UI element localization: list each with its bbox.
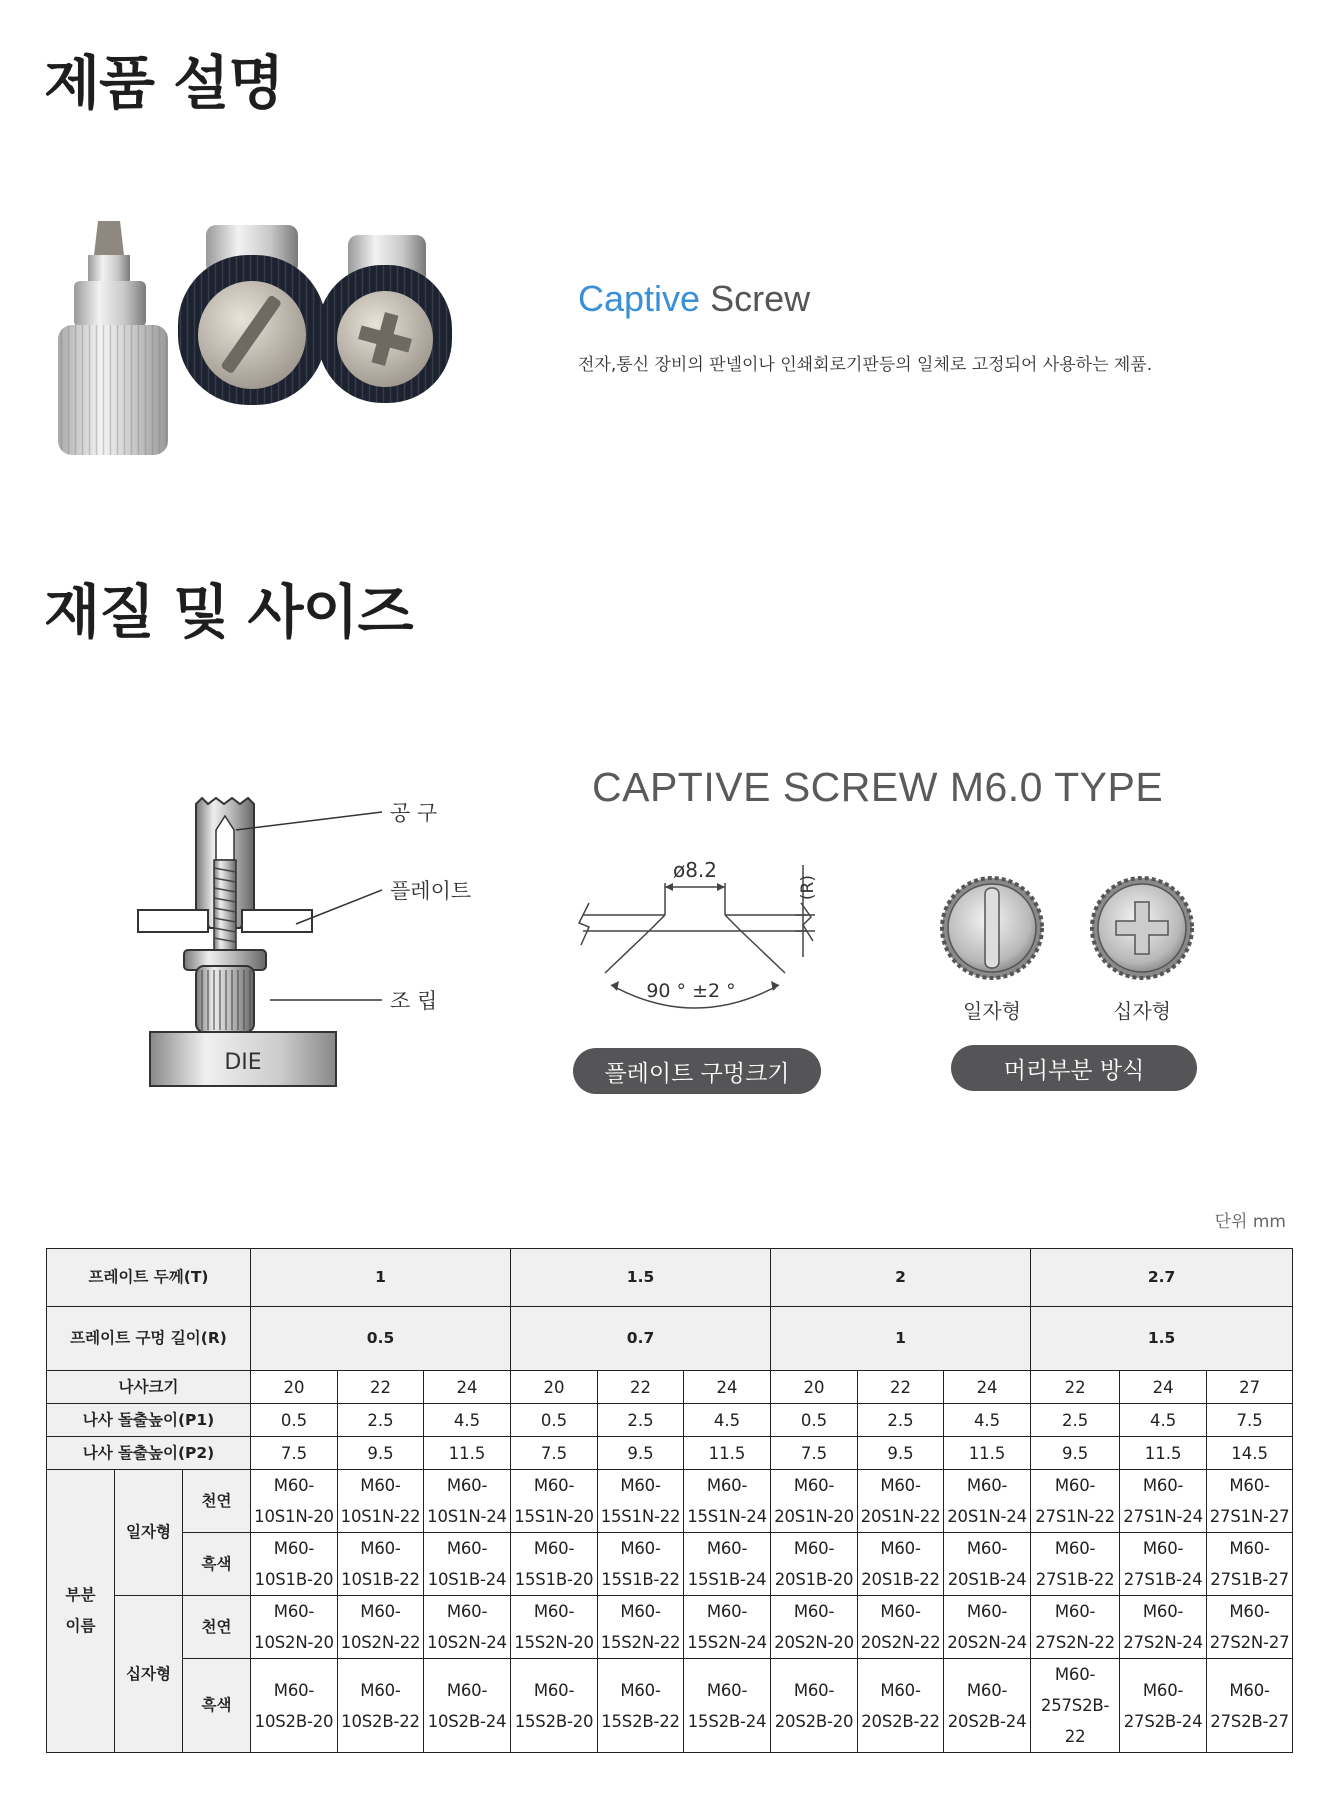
phillips-label: 십자형 — [1113, 999, 1171, 1023]
unit-label: 단위 mm — [1214, 1212, 1286, 1232]
part-code-line: 10S2N-24 — [427, 1633, 507, 1652]
screw-size-cell: 20 — [511, 1371, 598, 1404]
part-code-line: M60- — [533, 1476, 575, 1495]
part-code-line: 22 — [1064, 1727, 1086, 1746]
table-row — [47, 1371, 1293, 1404]
part-code-line: M60- — [273, 1680, 315, 1700]
part-code-cell — [598, 1470, 684, 1533]
part-code-cell — [251, 1596, 338, 1659]
part-code-line: M60- — [706, 1602, 748, 1621]
p1-cell: 0.5 — [511, 1404, 598, 1437]
part-name-line: 이름 — [65, 1617, 96, 1635]
plate-hole-cell: 0.7 — [511, 1307, 771, 1371]
part-code-line: 20S1N-22 — [860, 1507, 941, 1526]
part-code-cell — [1031, 1596, 1120, 1659]
part-code-line: M60- — [1229, 1539, 1270, 1558]
product-name — [578, 278, 810, 320]
label-plate: 플레이트 — [390, 879, 472, 903]
part-code-line: 10S2B-24 — [427, 1711, 507, 1731]
slotted-label: 일자형 — [963, 999, 1021, 1023]
part-code-cell — [684, 1596, 771, 1659]
p2-cell: 11.5 — [944, 1437, 1031, 1470]
part-code-cell — [598, 1596, 684, 1659]
part-code-cell — [858, 1533, 944, 1596]
part-code-cell — [251, 1533, 338, 1596]
part-code-cell — [771, 1659, 858, 1753]
part-code-line: 27S2B-24 — [1123, 1711, 1203, 1731]
p1-cell: 2.5 — [598, 1404, 684, 1437]
part-code-line: 10S1B-24 — [427, 1570, 507, 1589]
p2-cell: 9.5 — [598, 1437, 684, 1470]
part-code-line: M60- — [620, 1476, 661, 1495]
part-code-cell — [511, 1596, 598, 1659]
product-description: 전자,통신 장비의 판넬이나 인쇄회로기판등의 일체로 고정되어 사용하는 제품. — [578, 355, 1153, 375]
phillips-head-icon — [1092, 878, 1192, 978]
part-code-line: M60- — [706, 1680, 748, 1700]
part-code-line: M60- — [793, 1476, 835, 1495]
part-code-cell — [1207, 1659, 1293, 1753]
p1-cell: 2.5 — [1031, 1404, 1120, 1437]
part-code-line: M60- — [360, 1680, 401, 1700]
part-code-line: 15S2N-20 — [514, 1633, 594, 1652]
part-code-cell — [1120, 1596, 1207, 1659]
type-title: CAPTIVE SCREW M6.0 TYPE — [592, 764, 1164, 810]
part-code-cell — [944, 1533, 1031, 1596]
black-header: 흑색 — [183, 1533, 251, 1596]
row-header-screw-size: 나사크기 — [47, 1371, 251, 1404]
part-code-line: 20S1B-20 — [774, 1570, 854, 1589]
part-code-line: 27S2N-27 — [1209, 1633, 1290, 1652]
part-code-cell — [771, 1470, 858, 1533]
p1-cell: 0.5 — [771, 1404, 858, 1437]
part-code-line: 20S2B-22 — [861, 1711, 940, 1731]
part-code-line: M60- — [446, 1476, 488, 1495]
part-code-cell — [598, 1659, 684, 1753]
table-row — [47, 1596, 1293, 1659]
part-code-line: 15S1B-20 — [514, 1570, 594, 1589]
part-code-cell — [858, 1659, 944, 1753]
part-code-line: M60- — [880, 1680, 921, 1700]
part-code-cell — [424, 1659, 511, 1753]
part-code-line: 20S1N-24 — [947, 1507, 1027, 1526]
part-code-line: 20S2N-22 — [860, 1633, 941, 1652]
part-code-line: 27S1B-27 — [1210, 1570, 1289, 1589]
product-name-part1: Captive — [578, 278, 701, 319]
p2-cell: 9.5 — [338, 1437, 424, 1470]
part-code-line: M60- — [446, 1539, 488, 1558]
part-code-line: 20S2B-20 — [774, 1711, 854, 1731]
part-code-line: 10S2B-20 — [254, 1711, 334, 1731]
part-code-line: M60- — [1142, 1602, 1184, 1621]
part-code-cell — [511, 1533, 598, 1596]
part-code-line: M60- — [1229, 1476, 1270, 1495]
p1-cell: 4.5 — [684, 1404, 771, 1437]
plate-hole-cell: 1.5 — [1031, 1307, 1293, 1371]
screw-size-cell: 24 — [684, 1371, 771, 1404]
part-code-line: 15S1B-24 — [687, 1570, 767, 1589]
part-code-line: M60- — [533, 1680, 575, 1700]
part-code-line: 20S1N-20 — [774, 1507, 854, 1526]
part-code-line: M60- — [620, 1680, 661, 1700]
part-code-cell — [944, 1659, 1031, 1753]
table-row — [47, 1470, 1293, 1533]
part-code-line: 10S1N-22 — [340, 1507, 421, 1526]
hole-r-label: (R) — [798, 875, 818, 901]
part-code-line: M60- — [793, 1602, 835, 1621]
part-code-cell — [858, 1470, 944, 1533]
part-code-line: 27S1N-24 — [1123, 1507, 1203, 1526]
part-code-line: M60- — [1054, 1476, 1096, 1495]
table-row — [47, 1404, 1293, 1437]
label-tool: 공 구 — [390, 801, 438, 825]
pill-plate-hole-size: 플레이트 구멍크기 — [573, 1048, 821, 1094]
screw-size-cell: 22 — [598, 1371, 684, 1404]
part-code-cell — [1031, 1470, 1120, 1533]
p2-cell: 14.5 — [1207, 1437, 1293, 1470]
p1-cell: 4.5 — [944, 1404, 1031, 1437]
p1-cell: 2.5 — [858, 1404, 944, 1437]
part-code-line: M60- — [1229, 1602, 1270, 1621]
part-code-line: M60- — [273, 1476, 315, 1495]
part-code-line: M60- — [533, 1602, 575, 1621]
hole-diameter: ø8.2 — [672, 858, 718, 882]
part-code-line: 15S2N-22 — [600, 1633, 681, 1652]
row-header-plate-thickness: 프레이트 두께(T) — [47, 1249, 251, 1307]
p1-cell: 7.5 — [1207, 1404, 1293, 1437]
product-name-part2: Screw — [710, 278, 811, 319]
part-code-cell — [684, 1659, 771, 1753]
table-row — [47, 1437, 1293, 1470]
part-code-line: M60- — [880, 1539, 921, 1558]
p1-cell: 4.5 — [1120, 1404, 1207, 1437]
natural-header: 천연 — [183, 1596, 251, 1659]
plate-thickness-cell: 1 — [251, 1249, 511, 1307]
part-code-line: 10S1N-24 — [427, 1507, 507, 1526]
part-code-line: 10S1B-20 — [254, 1570, 334, 1589]
part-code-cell — [338, 1470, 424, 1533]
part-code-cell — [424, 1470, 511, 1533]
part-code-line: M60- — [273, 1602, 315, 1621]
screw-size-cell: 27 — [1207, 1371, 1293, 1404]
part-code-line: 10S2B-22 — [341, 1711, 420, 1731]
row-header-p1: 나사 돌출높이(P1) — [47, 1404, 251, 1437]
part-code-line: M60- — [966, 1602, 1008, 1621]
spec-table — [46, 1248, 1293, 1753]
part-code-cell — [1031, 1659, 1120, 1753]
part-code-line: 10S2N-20 — [254, 1633, 334, 1652]
screw-size-cell: 24 — [424, 1371, 511, 1404]
row-header-p2: 나사 돌출높이(P2) — [47, 1437, 251, 1470]
part-code-line: 20S1B-22 — [861, 1570, 940, 1589]
head-type-diagram — [940, 870, 1210, 1030]
part-code-line: 10S1B-22 — [341, 1570, 420, 1589]
part-code-cell — [511, 1470, 598, 1533]
part-code-line: M60- — [446, 1602, 488, 1621]
part-code-line: 27S2B-27 — [1210, 1711, 1289, 1731]
part-code-cell — [944, 1470, 1031, 1533]
part-code-line: 27S1B-22 — [1035, 1570, 1115, 1589]
part-code-line: M60- — [1054, 1602, 1096, 1621]
part-code-line: 15S1B-22 — [601, 1570, 680, 1589]
p2-cell: 11.5 — [424, 1437, 511, 1470]
p2-cell: 9.5 — [858, 1437, 944, 1470]
part-code-line: 10S2N-22 — [340, 1633, 421, 1652]
p2-cell: 9.5 — [1031, 1437, 1120, 1470]
p2-cell: 7.5 — [771, 1437, 858, 1470]
p1-cell: 2.5 — [338, 1404, 424, 1437]
part-code-line: M60- — [620, 1602, 661, 1621]
part-code-line: M60- — [620, 1539, 661, 1558]
part-code-line: 15S2B-24 — [687, 1711, 767, 1731]
part-code-line: 27S1B-24 — [1123, 1570, 1203, 1589]
part-code-line: M60- — [1142, 1680, 1184, 1700]
part-code-cell — [251, 1470, 338, 1533]
p2-cell: 7.5 — [511, 1437, 598, 1470]
part-code-line: 27S1N-22 — [1035, 1507, 1115, 1526]
plate-thickness-cell: 1.5 — [511, 1249, 771, 1307]
part-code-cell — [1120, 1533, 1207, 1596]
part-code-line: 15S1N-24 — [687, 1507, 767, 1526]
part-code-line: 257S2B- — [1040, 1696, 1110, 1715]
label-assembly: 조 립 — [390, 989, 438, 1013]
part-code-line: M60- — [360, 1539, 401, 1558]
part-code-cell — [771, 1533, 858, 1596]
part-code-cell — [338, 1659, 424, 1753]
part-code-cell — [598, 1533, 684, 1596]
part-code-cell — [251, 1659, 338, 1753]
part-code-line: 15S1N-22 — [600, 1507, 681, 1526]
part-code-line: 15S2B-20 — [514, 1711, 594, 1731]
part-code-line: M60- — [533, 1539, 575, 1558]
part-code-line: M60- — [360, 1476, 401, 1495]
part-code-cell — [684, 1470, 771, 1533]
part-code-line: 20S1B-24 — [947, 1570, 1027, 1589]
plate-thickness-cell: 2 — [771, 1249, 1031, 1307]
section-title-product: 제품 설명 — [44, 49, 284, 117]
p2-cell: 11.5 — [684, 1437, 771, 1470]
part-code-line: M60- — [273, 1539, 315, 1558]
part-code-cell — [424, 1596, 511, 1659]
part-code-line: M60- — [966, 1680, 1008, 1700]
part-code-line: 15S2N-24 — [687, 1633, 767, 1652]
row-header-plate-hole: 프레이트 구멍 길이(R) — [47, 1307, 251, 1371]
part-code-cell — [684, 1533, 771, 1596]
part-code-line: M60- — [1054, 1665, 1096, 1684]
part-code-line: 20S2N-20 — [774, 1633, 854, 1652]
plate-hole-cell: 1 — [771, 1307, 1031, 1371]
part-code-line: 20S2B-24 — [947, 1711, 1027, 1731]
screw-size-cell: 22 — [338, 1371, 424, 1404]
part-code-line: 10S1N-20 — [254, 1507, 334, 1526]
part-name-header — [47, 1470, 115, 1753]
screw-size-cell: 22 — [1031, 1371, 1120, 1404]
screw-size-cell: 20 — [251, 1371, 338, 1404]
part-code-line: M60- — [1229, 1680, 1270, 1700]
part-code-cell — [944, 1596, 1031, 1659]
part-code-line: M60- — [880, 1602, 921, 1621]
part-code-line: 20S2N-24 — [947, 1633, 1027, 1652]
part-code-cell — [1120, 1659, 1207, 1753]
part-code-cell — [338, 1596, 424, 1659]
slotted-header: 일자형 — [115, 1470, 183, 1596]
part-code-cell — [511, 1659, 598, 1753]
natural-header: 천연 — [183, 1470, 251, 1533]
p2-cell: 11.5 — [1120, 1437, 1207, 1470]
table-row — [47, 1249, 1293, 1307]
p1-cell: 4.5 — [424, 1404, 511, 1437]
part-code-cell — [1207, 1470, 1293, 1533]
hole-angle: 90 ° ±2 ° — [646, 980, 736, 1002]
screw-size-cell: 22 — [858, 1371, 944, 1404]
screw-size-cell: 20 — [771, 1371, 858, 1404]
part-code-line: M60- — [706, 1539, 748, 1558]
slotted-head-icon — [942, 878, 1042, 978]
pill-head-type: 머리부분 방식 — [951, 1045, 1197, 1091]
plate-hole-cell: 0.5 — [251, 1307, 511, 1371]
part-code-cell — [1031, 1533, 1120, 1596]
part-code-line: 15S2B-22 — [601, 1711, 680, 1731]
part-name-line: 부분 — [65, 1586, 96, 1604]
part-code-cell — [858, 1596, 944, 1659]
part-code-cell — [424, 1533, 511, 1596]
plate-hole-diagram — [575, 845, 835, 1015]
p2-cell: 7.5 — [251, 1437, 338, 1470]
part-code-line: 15S1N-20 — [514, 1507, 594, 1526]
section-title-material: 재질 및 사이즈 — [44, 578, 413, 646]
part-code-line: M60- — [793, 1680, 835, 1700]
black-header: 흑색 — [183, 1659, 251, 1753]
part-code-cell — [1207, 1533, 1293, 1596]
part-code-line: M60- — [1142, 1539, 1184, 1558]
table-row — [47, 1307, 1293, 1371]
table-row — [47, 1533, 1293, 1596]
part-code-cell — [338, 1533, 424, 1596]
phillips-header: 십자형 — [115, 1596, 183, 1753]
plate-thickness-cell: 2.7 — [1031, 1249, 1293, 1307]
part-code-line: M60- — [706, 1476, 748, 1495]
part-code-line: M60- — [880, 1476, 921, 1495]
part-code-line: M60- — [1142, 1476, 1184, 1495]
part-code-cell — [1120, 1470, 1207, 1533]
part-code-line: M60- — [966, 1476, 1008, 1495]
part-code-line: M60- — [1054, 1539, 1096, 1558]
screw-size-cell: 24 — [944, 1371, 1031, 1404]
part-code-line: M60- — [966, 1539, 1008, 1558]
part-code-line: M60- — [446, 1680, 488, 1700]
screw-size-cell: 24 — [1120, 1371, 1207, 1404]
die-label: DIE — [224, 1050, 262, 1075]
assembly-diagram — [120, 790, 520, 1100]
part-code-cell — [771, 1596, 858, 1659]
part-code-line: 27S2N-24 — [1123, 1633, 1203, 1652]
part-code-line: 27S1N-27 — [1209, 1507, 1290, 1526]
p1-cell: 0.5 — [251, 1404, 338, 1437]
product-photo — [58, 215, 518, 515]
table-row — [47, 1659, 1293, 1753]
part-code-line: M60- — [360, 1602, 401, 1621]
part-code-line: 27S2N-22 — [1035, 1633, 1115, 1652]
part-code-cell — [1207, 1596, 1293, 1659]
part-code-line: M60- — [793, 1539, 835, 1558]
